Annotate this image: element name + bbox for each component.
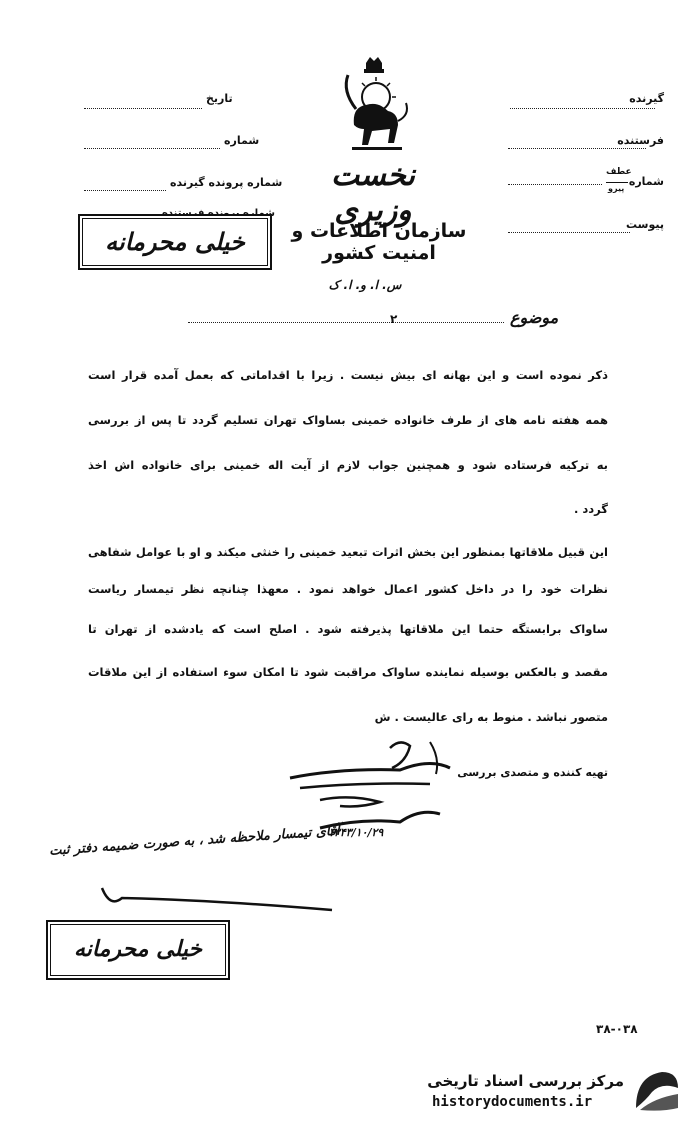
subject-line (188, 322, 504, 323)
left-number-line (84, 148, 220, 149)
bottom-classification-stamp (46, 920, 230, 980)
number-sub-divider (606, 182, 628, 183)
sender-line (508, 148, 646, 149)
organization-name: سازمان اطلاعات و امنیت کشور (291, 220, 467, 264)
org-code: س. ا. و. ا. ک (328, 278, 402, 292)
body-line-3: به ترکیه فرستاده شود و همچنین جواب لازم از آیت اله خمینی برای خانواده اش اخذ (88, 458, 608, 472)
number-label: شماره (628, 175, 664, 188)
watermark-title: مرکز بررسی اسناد تاریخی (427, 1072, 624, 1090)
left-number-label: شماره (224, 134, 260, 147)
subject-mark: ۲ (390, 312, 398, 326)
date-label: تاریخ (206, 92, 233, 105)
bottom-stamp-text: خیلی محرمانه (73, 937, 203, 962)
number-sub-top: عطف (606, 167, 632, 177)
number-line (508, 184, 602, 185)
file-number-sender-label: شماره پرونده فرستنده (162, 208, 275, 219)
body-line-1: ذکر نموده است و این بهانه ای بیش نیست . زیرا با اقداماتی که بعمل آمده قرار است (88, 368, 608, 382)
body-line-7: ساواک برابستگه حتما این ملاقاتها پذیرفته شود . اصلح است که یادشده از تهران تا (88, 622, 608, 636)
closing-line: تهیه کننده و متصدی بررسی (457, 766, 608, 779)
office-title: نخست وزیری (331, 158, 415, 228)
recipient-line (510, 108, 655, 109)
body-line-2: همه هفته نامه های از طرف خانواده خمینی بساواک تهران تسلیم گردد تا پس از بررسی (88, 413, 608, 427)
body-line-5: این قبیل ملاقاتها بمنظور این بخش اثرات تبعید خمینی را خنثی میکند و او با عوامل شفاهی (88, 545, 608, 559)
recipient-label: گیرنده (629, 92, 664, 105)
file-number-recipient-line (84, 190, 166, 191)
handwritten-stroke (92, 880, 342, 920)
classification-stamp (78, 214, 272, 270)
emblem-icon (332, 55, 416, 155)
sender-label: فرستنده (617, 134, 664, 147)
body-line-9: متصور نباشد . منوط به رای عالیست . ش (374, 710, 608, 724)
attachment-label: پیوست (626, 218, 664, 231)
signature-date: ۱۳۴۳/۱۰/۲۹ (328, 826, 384, 839)
handwritten-note: آقای تیمسار ملاحظه شد ، به صورت ضمیمه دفتر ثبت (48, 823, 341, 859)
file-number-recipient-label: شماره پرونده گیرنده (170, 176, 283, 189)
watermark-logo-icon (632, 1068, 682, 1114)
watermark-url: historydocuments.ir (432, 1094, 593, 1110)
body-line-6: نظرات خود را در داخل کشور اعمال خواهد نمود . معهذا چنانچه نظر تیمسار ریاست (88, 582, 608, 596)
subject-label: موضوع (510, 308, 559, 327)
classification-stamp-text: خیلی محرمانه (105, 228, 245, 256)
attachment-line (508, 232, 630, 233)
date-line (84, 108, 202, 109)
body-line-8: مقصد و بالعکس بوسیله نماینده ساواک مراقبت شود تا امکان سوء استفاده از این ملاقات (88, 665, 608, 679)
reference-code: ۳۸-۰۳۸ (596, 1022, 638, 1036)
body-line-4: گردد . (573, 502, 608, 516)
number-sub-bottom: پیرو (608, 184, 625, 193)
